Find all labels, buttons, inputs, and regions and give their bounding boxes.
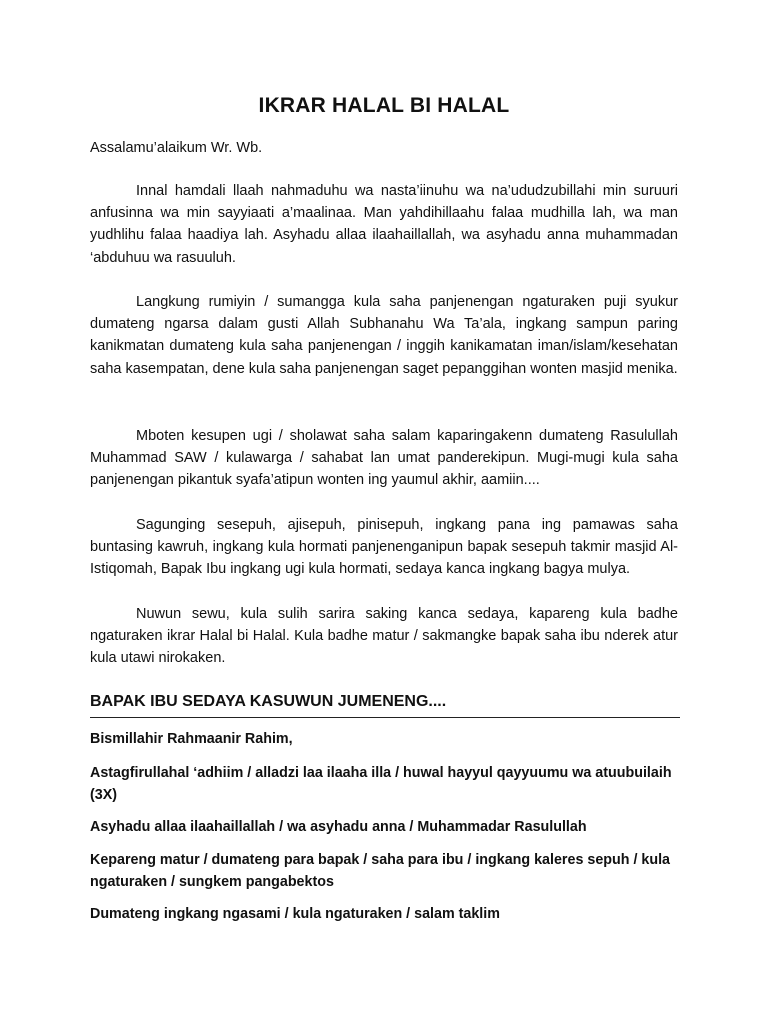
ikrar-line-sungkem: Kepareng matur / dumateng para bapak / saha para ibu / ingkang kaleres sepuh / kula ngaturaken / sungkem pangabektos [90, 852, 670, 890]
ikrar-line-istighfar: Astagfirullahal ‘adhiim / alladzi laa ilaaha illa / huwal hayyul qayyuumu wa atuubuilaih (3X) [90, 765, 672, 803]
greeting-text: Assalamu’alaikum Wr. Wb. [90, 140, 263, 156]
paragraph-greeting-elders: Sagunging sesepuh, ajisepuh, pinisepuh, ingkang pana ing pamawas saha buntasing kawruh, ingkang kula hormati panjenenganipun bapak sesepuh takmir masjid Al-Istiqomah, Bapak Ibu ingkang ugi kula hormati, sedaya kanca ingkang bagya mulya. [90, 517, 678, 578]
paragraph-sholawat: Mboten kesupen ugi / sholawat saha salam kaparingakenn dumateng Rasulullah Muhammad SAW / kulawarga / sahabat lan umat panderekipun. Mugi-mugi kula saha panjenengan pikantuk syafa’atipun wonten ing yaumul akhir, aamiin.... [90, 428, 678, 489]
document-title: IKRAR HALAL BI HALAL [258, 94, 510, 117]
ikrar-line-syahadat: Asyhadu allaa ilaahaillallah / wa asyhadu anna / Muhammadar Rasulullah [90, 819, 587, 835]
paragraph-introduction: Nuwun sewu, kula sulih sarira saking kanca sedaya, kapareng kula badhe ngaturaken ikrar Halal bi Halal. Kula badhe matur / sakmangke bapak saha ibu nderek atur kula utawi nirokaken. [90, 606, 678, 667]
ikrar-line-basmalah: Bismillahir Rahmaanir Rahim, [90, 731, 293, 747]
paragraph-opening-prayer: Innal hamdali llaah nahmaduhu wa nasta’iinuhu wa na’ududzubillahi min suruuri anfusinna wa min sayyiaati a’maalinaa. Man yahdihillaahu falaa mudhilla lah, wa man yudhlihu falaa haadiya lah. Asyhadu allaa ilaahaillallah, wa asyhadu anna muhammadan ‘abduhuu wa rasuuluh. [90, 183, 678, 266]
paragraph-gratitude: Langkung rumiyin / sumangga kula saha panjenengan ngaturaken puji syukur dumateng ngarsa dalam gusti Allah Subhanahu Wa Ta’ala, ingkang sampun paring kanikmatan dumateng kula saha panjenengan / inggih kanikamatan iman/islam/kesehatan saha kasempatan, dene kula saha panjenengan saget pepanggihan wonten masjid menika. [90, 294, 678, 377]
heading-divider [90, 717, 680, 718]
ikrar-line-salam: Dumateng ingkang ngasami / kula ngaturaken / salam taklim [90, 906, 500, 922]
section-heading: BAPAK IBU SEDAYA KASUWUN JUMENENG.... [90, 693, 447, 710]
